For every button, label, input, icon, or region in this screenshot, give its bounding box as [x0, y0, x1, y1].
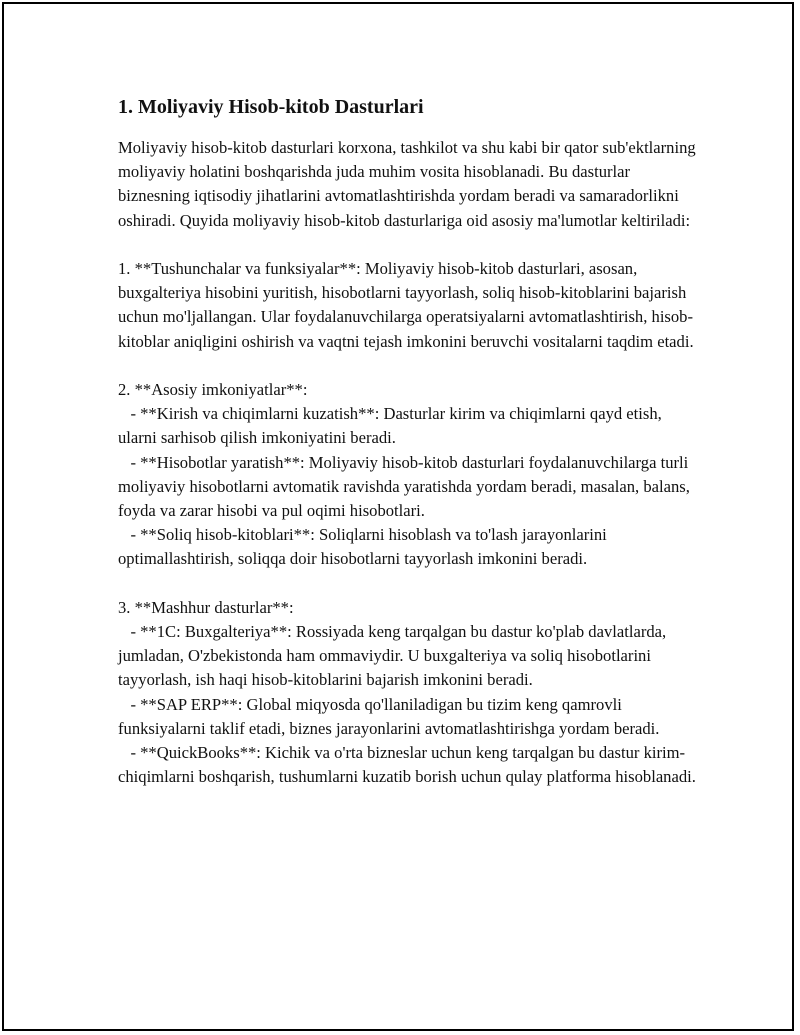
section-3-item-3: - **QuickBooks**: Kichik va o'rta bizneslar uchun keng tarqalgan bu dastur kirim-chiqimlarni boshqarish, tushumlarni kuzatib borish uchun qulay platforma hisoblanadi.	[118, 743, 696, 787]
section-2-heading: 2. **Asosiy imkoniyatlar**:	[118, 380, 308, 399]
section-2-item-1: - **Kirish va chiqimlarni kuzatish**: Dasturlar kirim va chiqimlarni qayd etish, ularni sarhisob qilish imkoniyatini beradi.	[118, 404, 666, 448]
section-2-item-3: - **Soliq hisob-kitoblari**: Soliqlarni hisoblash va to'lash jarayonlarini optimallashtirish, soliqqa doir hisobotlarni tayyorlash imkonini beradi.	[118, 525, 611, 569]
section-1-paragraph: 1. **Tushunchalar va funksiyalar**: Moliyaviy hisob-kitob dasturlari, asosan, buxgalteriya hisobini yuritish, hisobotlarni tayyorlash, soliq hisob-kitoblarini bajarish uchun mo'ljallangan. Ular foydalanuvchilarga operatsiyalarni avtomatlashtirish, hisob-kitoblar aniqligini oshirish va vaqtni tejash imkonini beruvchi vositalarni taqdim etadi.	[118, 259, 694, 351]
paragraph-gap	[118, 572, 698, 596]
intro-paragraph: Moliyaviy hisob-kitob dasturlari korxona, tashkilot va shu kabi bir qator sub'ektlarning moliyaviy holatini boshqarishda juda muhim vosita hisoblanadi. Bu dasturlar biznesning iqtisodiy jihatlarini avtomatlashtirishda yordam beradi va samaradorlikni oshiradi. Quyida moliyaviy hisob-kitob dasturlariga oid asosiy ma'lumotlar keltiriladi:	[118, 138, 700, 230]
document-title: 1. Moliyaviy Hisob-kitob Dasturlari	[118, 96, 424, 118]
paragraph-gap	[118, 233, 698, 257]
document-body	[118, 94, 698, 789]
section-3-item-1: - **1C: Buxgalteriya**: Rossiyada keng tarqalgan bu dastur ko'plab davlatlarda, jumladan, O'zbekistonda ham ommaviydir. U buxgalteriya va soliq hisobotlarini tayyorlash, ish haqi hisob-kitoblarini bajarish imkonini beradi.	[118, 622, 671, 690]
section-3-heading: 3. **Mashhur dasturlar**:	[118, 597, 294, 617]
paragraph-gap	[118, 354, 698, 378]
section-3-item-2: - **SAP ERP**: Global miqyosda qo'llaniladigan bu tizim keng qamrovli funksiyalarni taklif etadi, biznes jarayonlarini avtomatlashtirishga yordam beradi.	[118, 694, 660, 738]
section-2-item-2: - **Hisobotlar yaratish**: Moliyaviy hisob-kitob dasturlari foydalanuvchilarga turli moliyaviy hisobotlarni avtomatik ravishda yaratishda yordam beradi, masalan, balans, foyda va zarar hisobi va pul oqimi hisobotlari.	[118, 452, 695, 521]
